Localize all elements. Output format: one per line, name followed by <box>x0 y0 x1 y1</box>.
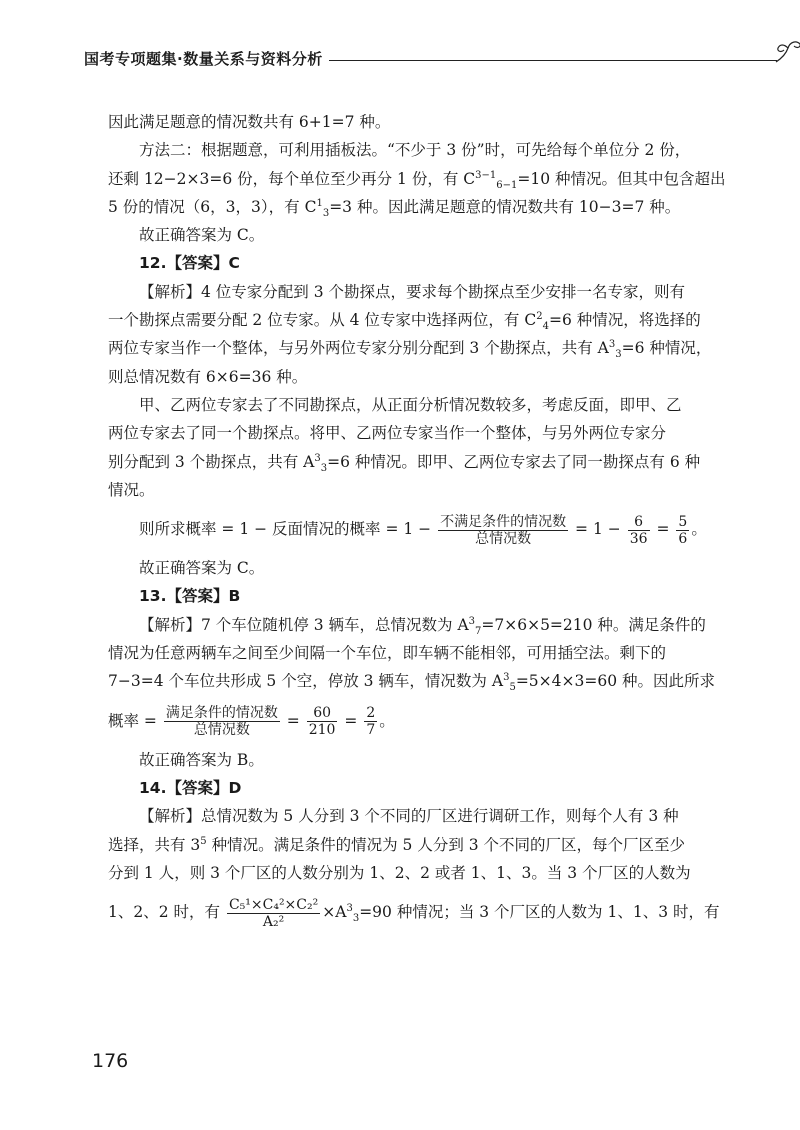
text-line <box>108 306 708 334</box>
symbol-sup: 3 <box>314 452 321 464</box>
fraction <box>227 897 320 930</box>
symbol-sup: 1 <box>316 197 323 209</box>
text-line <box>108 448 708 476</box>
text-span: 两位专家当作一个整体，与另外两位专家分别分配到 3 个勘探点，共有 <box>108 339 598 358</box>
symbol-sub: 4 <box>542 321 549 333</box>
text-line <box>108 165 726 193</box>
text-line: 【解析】4 位专家分配到 3 个勘探点，要求每个勘探点至少安排一名专家，则有 <box>139 282 686 301</box>
combination-symbol <box>524 306 549 334</box>
text-line: 【解析】总情况数为 5 人分到 3 个不同的厂区进行调研工作，则每个人有 3 种 <box>139 807 679 826</box>
fraction-denominator: 7 <box>366 722 376 739</box>
text-line: 因此满足题意的情况数共有 6+1=7 种。 <box>108 113 391 131</box>
page-header <box>84 48 724 70</box>
text-line: 故正确答案为 C。 <box>139 559 265 578</box>
header-rule <box>329 60 777 61</box>
symbol-base: A <box>491 672 504 691</box>
text-span: 1、2、2 时，有 <box>108 903 221 922</box>
symbol-base: C <box>524 311 537 330</box>
arrangement-symbol <box>492 667 516 695</box>
text-span: 别分配到 3 个勘探点，共有 <box>108 452 304 471</box>
symbol-sup: 3 <box>468 615 476 627</box>
text-span: 。 <box>691 520 707 539</box>
text-span: =6 种情况。即甲、乙两位专家去了同一勘探点有 6 种 <box>327 452 701 471</box>
symbol-sub: 7 <box>475 625 482 637</box>
text-line: 情况。 <box>108 480 155 499</box>
text-span: =90 种情况；当 3 个厂区的人数为 1、1、3 时，有 <box>359 903 720 922</box>
fraction <box>628 514 650 547</box>
text-line <box>108 611 708 639</box>
symbol-sup: 3−1 <box>475 169 497 181</box>
formula-line <box>108 887 720 937</box>
text-span: = <box>656 520 670 539</box>
text-span: =6 种情况， <box>621 339 712 358</box>
symbol-sub: 3 <box>320 462 328 474</box>
text-span: = 1 − <box>575 520 621 539</box>
text-span: 种情况。满足条件的情况为 5 人分到 3 个不同的厂区，每个厂区至少 <box>206 835 686 854</box>
symbol-base: A <box>335 903 347 922</box>
symbol-sub: 3 <box>615 349 622 361</box>
arrangement-symbol <box>598 334 622 362</box>
symbol-base: A <box>303 452 315 471</box>
fraction-denominator: 36 <box>629 530 648 547</box>
symbol-sup: 3 <box>503 672 510 684</box>
text-line: 分到 1 人，则 3 个厂区的人数分别为 1、2、2 或者 1、1、3。当 3 个厂区的人数为 <box>108 863 691 882</box>
text-span: 还剩 12−2×3=6 份，每个单位至少再分 1 份，有 <box>108 169 464 188</box>
text-line: 故正确答案为 C。 <box>139 226 265 245</box>
page-body <box>108 108 726 937</box>
symbol-sup: 3 <box>346 902 353 914</box>
arrangement-symbol <box>303 448 327 476</box>
symbol-sub: 5 <box>509 682 516 694</box>
text-span: 5 份的情况（6，3，3），有 <box>108 197 305 216</box>
symbol-sup: 3 <box>608 339 616 351</box>
text-span: = <box>286 711 300 730</box>
fraction-numerator: C₅¹×C₄²×C₂² <box>228 896 319 913</box>
fraction-numerator: 2 <box>366 705 376 722</box>
fraction <box>307 705 338 738</box>
symbol-base: A <box>457 615 469 634</box>
text-span: 7−3=4 个车位共形成 5 个空，停放 3 辆车，情况数为 <box>108 672 492 691</box>
arrangement-symbol <box>335 887 359 937</box>
fraction-denominator: 6 <box>678 530 688 547</box>
text-line <box>108 193 708 221</box>
text-span: 【解析】7 个车位随机停 3 辆车，总情况数为 <box>139 615 458 634</box>
fraction <box>438 514 568 547</box>
text-span: × <box>322 903 336 922</box>
symbol-base: A <box>597 339 609 358</box>
text-line: 方法二：根据题意，可利用插板法。“不少于 3 份”时，可先给每个单位分 2 份， <box>139 141 691 160</box>
text-line: 情况为任意两辆车之间至少间隔一个车位，即车辆不能相邻，可用插空法。剩下的 <box>108 644 667 663</box>
text-span: =3 种。因此满足题意的情况数共有 10−3=7 种。 <box>329 197 681 216</box>
text-line <box>108 831 708 859</box>
text-span: =5×4×3=60 种。因此所求 <box>515 672 715 691</box>
fraction-denominator: A₂² <box>262 913 285 930</box>
arrangement-symbol <box>457 611 481 639</box>
symbol-base: C <box>463 169 476 188</box>
fraction-numerator: 满足条件的情况数 <box>165 705 278 722</box>
answer-heading: 13.【答案】B <box>139 587 241 606</box>
probability-equation <box>108 696 708 746</box>
fraction-denominator: 总情况数 <box>193 722 250 739</box>
text-line <box>108 667 715 695</box>
text-span: = <box>344 711 358 730</box>
symbol-base: C <box>304 197 317 216</box>
text-line <box>108 334 712 362</box>
answer-heading: 12.【答案】C <box>139 254 240 273</box>
text-span: 一个勘探点需要分配 2 位专家。从 4 位专家中选择两位，有 <box>108 311 525 330</box>
symbol-sup: 2 <box>536 310 543 322</box>
fraction <box>164 705 280 738</box>
probability-equation <box>108 504 708 554</box>
fraction-numerator: 不满足条件的情况数 <box>440 513 567 530</box>
fraction-denominator: 总情况数 <box>475 530 532 547</box>
fraction <box>364 705 377 738</box>
text-line: 两位专家去了同一个勘探点。将甲、乙两位专家当作一个整体，与另外两位专家分 <box>108 424 667 443</box>
answer-heading: 14.【答案】D <box>139 778 242 797</box>
text-span: 选择，共有 3 <box>108 835 201 854</box>
page-number: 176 <box>92 1050 129 1072</box>
fraction-numerator: 60 <box>307 705 338 722</box>
symbol-sub: 6−1 <box>496 179 518 191</box>
text-span: 概率 = <box>108 711 157 730</box>
text-span: =7×6×5=210 种。满足条件的 <box>481 615 706 634</box>
fraction-numerator: 6 <box>628 514 650 531</box>
text-span: =6 种情况，将选择的 <box>549 311 701 330</box>
combination-symbol <box>463 165 517 193</box>
combination-symbol <box>305 193 330 221</box>
text-line: 故正确答案为 B。 <box>139 750 264 769</box>
symbol-sub: 3 <box>322 207 330 219</box>
text-line: 则总情况数有 6×6=36 种。 <box>108 367 308 386</box>
exponent: 5 <box>200 835 207 847</box>
symbol-sub: 3 <box>352 913 360 925</box>
text-line: 甲、乙两位专家去了不同勘探点，从正面分析情况数较多，考虑反面，即甲、乙 <box>139 395 682 414</box>
fraction <box>676 514 689 547</box>
text-span: 则所求概率 = 1 − 反面情况的概率 = 1 − <box>139 520 432 539</box>
leaf-ornament-icon <box>772 34 800 66</box>
fraction-denominator: 210 <box>308 722 336 739</box>
text-span: 。 <box>379 711 395 730</box>
header-title: 国考专项题集·数量关系与资料分析 <box>84 50 323 68</box>
text-span: =10 种情况。但其中包含超出 <box>517 169 726 188</box>
fraction-numerator: 5 <box>678 513 688 530</box>
